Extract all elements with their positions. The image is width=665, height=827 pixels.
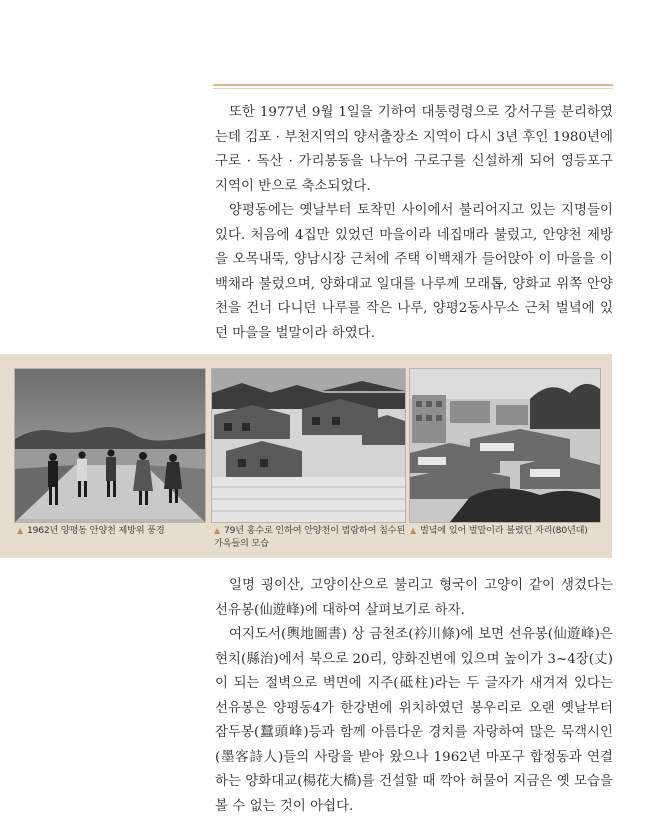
triangle-icon: ▲ — [17, 526, 23, 535]
triangle-icon: ▲ — [214, 526, 220, 535]
photo-caption — [214, 524, 408, 550]
photo-village-rooftops — [409, 368, 601, 523]
photo-flooded-houses — [211, 368, 406, 523]
paragraph: 일명 굉이산, 고양이산으로 불리고 형국이 고양이 같이 생겼다는 선유봉(仙遊峰)에 대하여 살펴보기로 하자. — [215, 578, 613, 618]
paragraph: 양평동에는 옛날부터 토착민 사이에서 불리어지고 있는 지명들이 있다. 처음에 4집만 있었던 마을이라 네집매라 불렀고, 안양천 제방을 오목내뚝, 양남시장 근처에 주택 이백채가 들어앉아 이 마을을 이백채라 불렀으며, 양화대교 일대를 나루께 모래톱, 양화교 위쪽 안양천을 건너 다니던 나루를 작은 나루, 양평2동사무소 근처 벌녘에 있던 마을을 벌말이라 하였다. — [215, 203, 613, 341]
caption-text: 벌녘에 있어 벌말이라 불렸던 자리(80년대) — [419, 525, 588, 536]
paragraph: 또한 1977년 9월 1일을 기하여 대통령령으로 강서구를 분리하였는데 김포 · 부천지역의 양서출장소 지역이 다시 3년 후인 1980년에 구로 · 독산 · 가리봉동을 나누어 구로구를 신설하게 되어 영등포구 지역이 반으로 축소되었다. — [215, 105, 613, 194]
caption-text: 1962년 양평동 안양천 제방위 풍경 — [26, 525, 165, 536]
paragraph: 여지도서(輿地圖書) 상 금천조(衿川條)에 보면 선유봉(仙遊峰)은 현치(縣治)에서 북으로 20리, 양화진변에 있으며 높이가 3~4장(丈)이 되는 절벽으로 벽면에 지주(砥柱)라는 두 글자가 새겨져 있다는 선유봉은 양평동4가 한강변에 위치하였던 봉우리로 오랜 옛날부터 잠두봉(蠶頭峰)등과 함께 아름다운 경치를 자랑하여 많은 묵객시인(墨客詩人)들의 사랑을 받아 왔으나 1962년 마포구 합정동과 연결하는 양화대교(楊花大橋)를 건설할 때 깍아 허물어 지금은 옛 모습을 볼 수 없는 것이 아쉽다. — [215, 627, 613, 814]
photo-embankment-people — [14, 368, 206, 523]
top-divider — [213, 84, 613, 86]
intro-text — [215, 101, 613, 346]
caption-text: 79년 홍수로 인하여 안양천이 범람하여 침수된 가옥들의 모습 — [214, 525, 405, 549]
photo-caption — [410, 524, 602, 537]
photo-caption — [17, 524, 207, 537]
triangle-icon: ▲ — [410, 526, 416, 535]
body-text — [215, 574, 613, 819]
